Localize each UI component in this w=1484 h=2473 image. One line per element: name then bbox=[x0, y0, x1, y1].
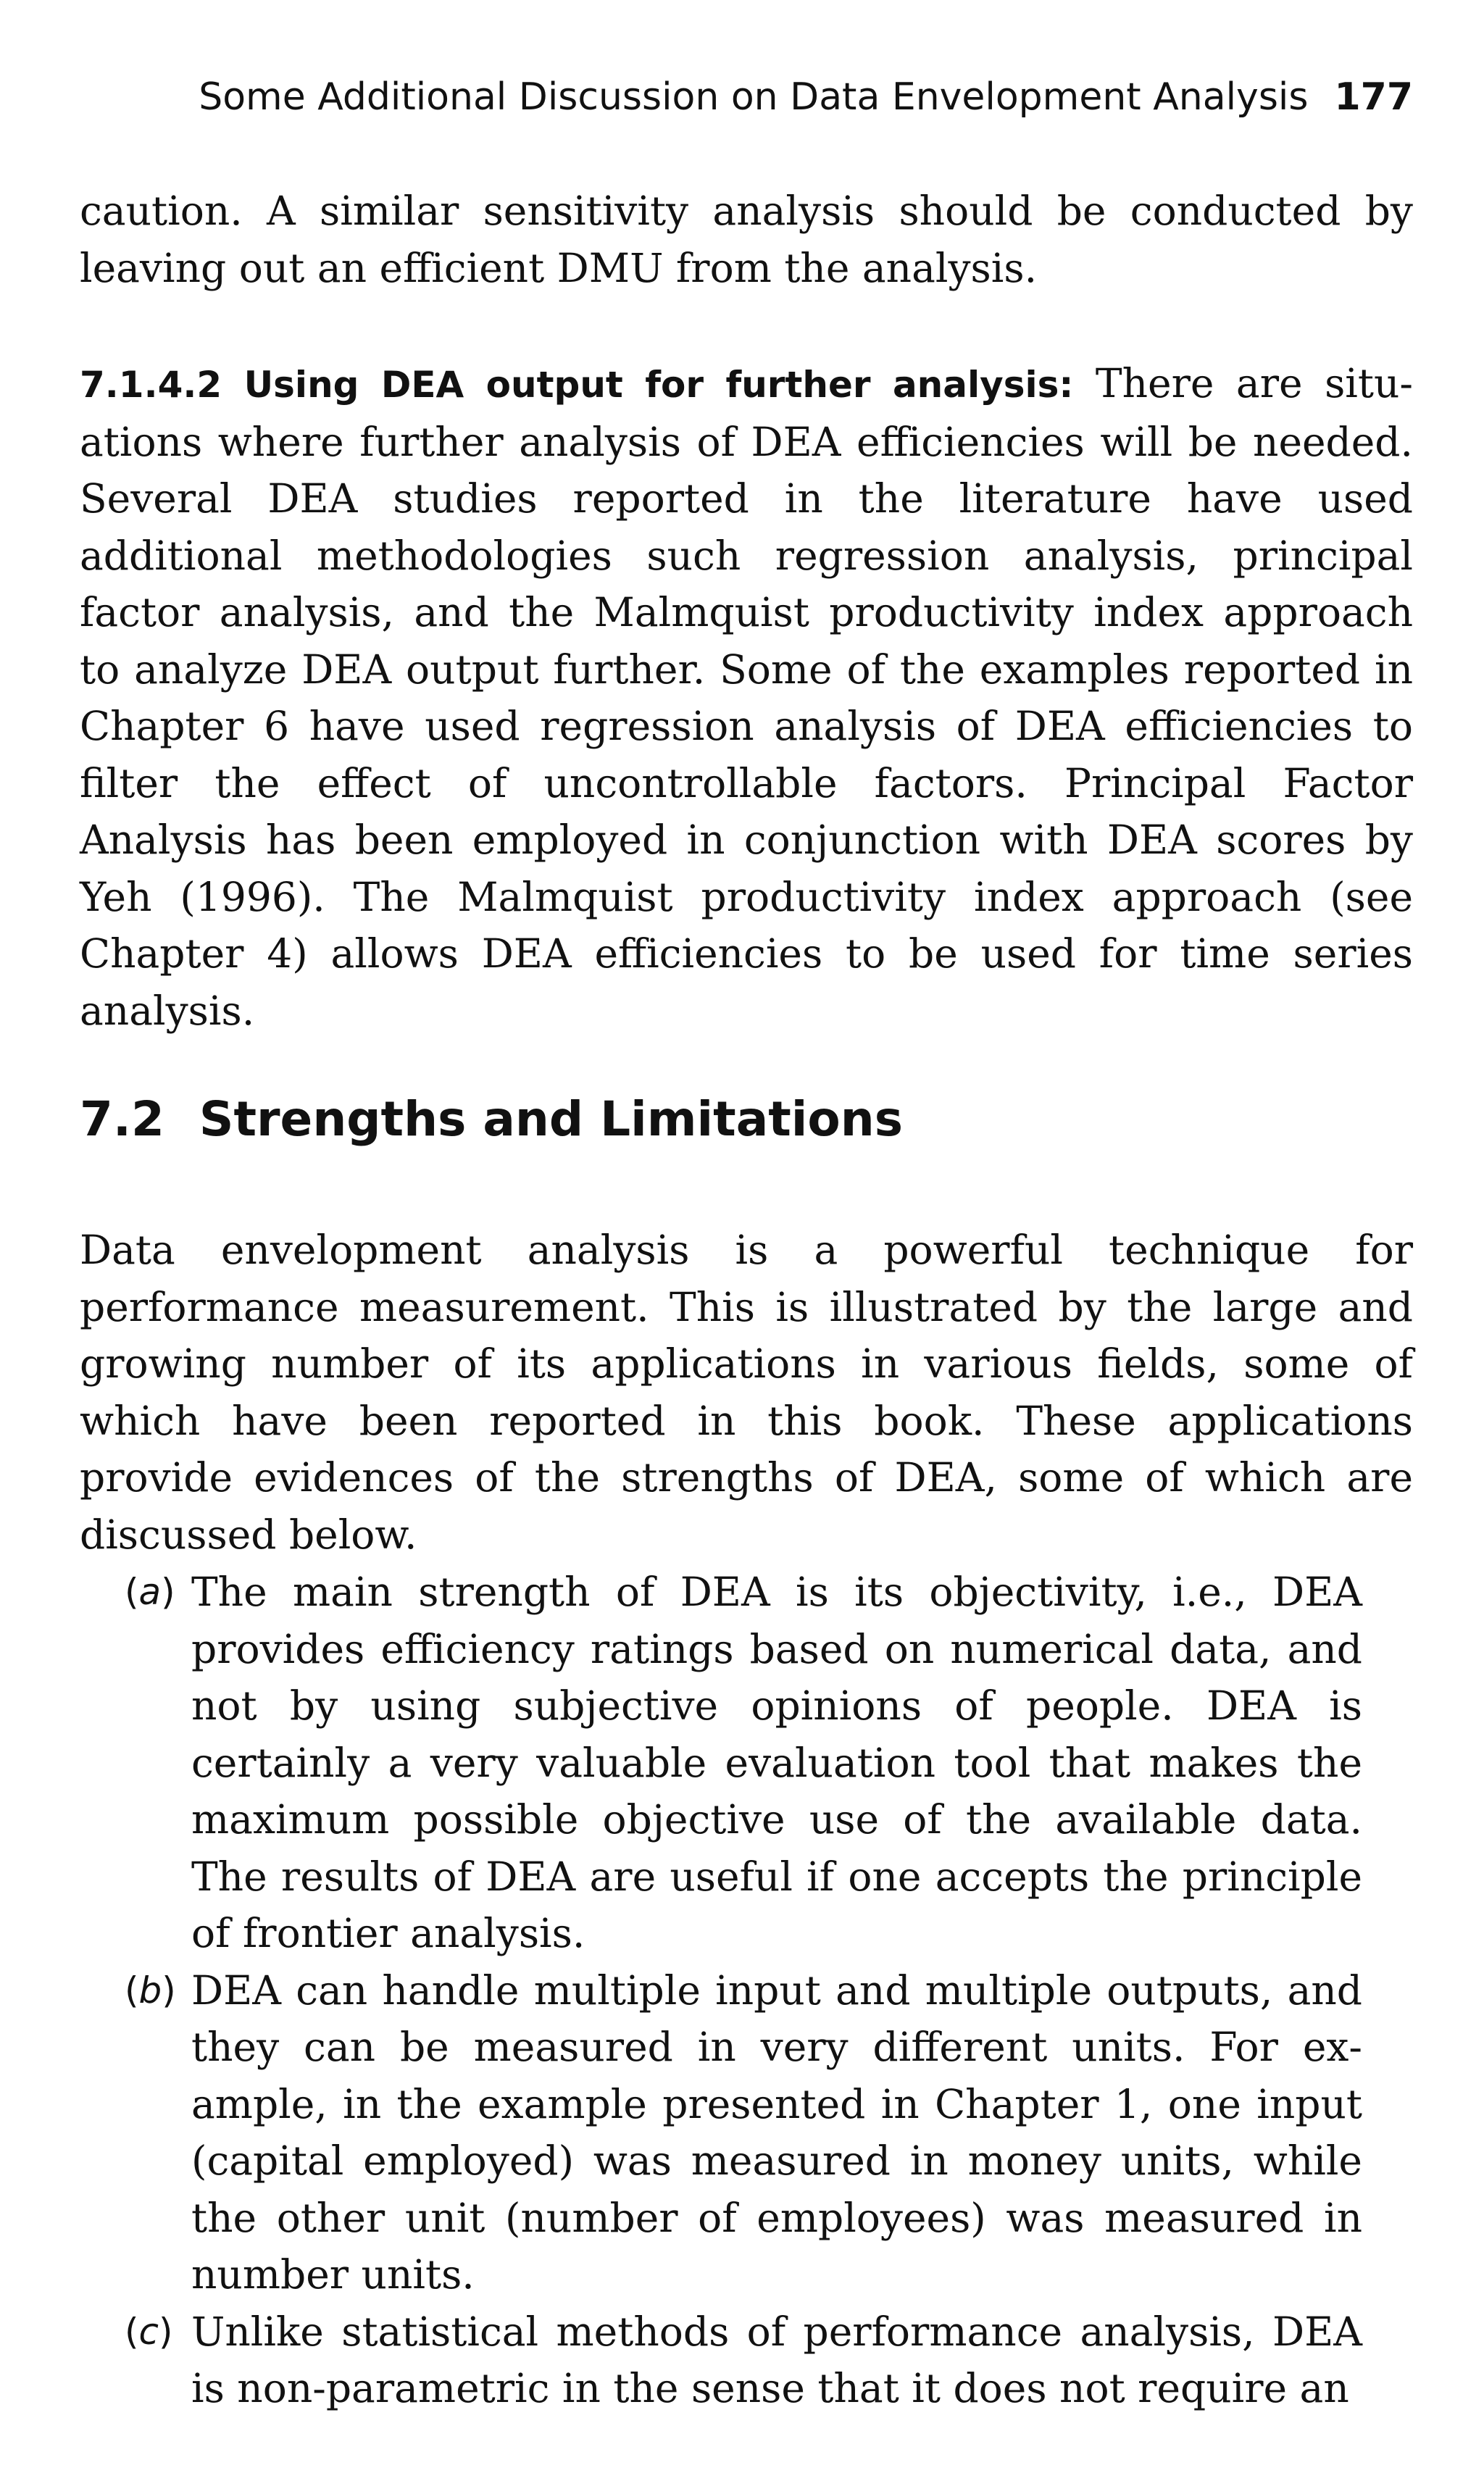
subsection-heading: 7.1.4.2 Using DEA output for further analysis: bbox=[80, 364, 1074, 406]
section-number: 7.2 bbox=[80, 1091, 164, 1147]
section-heading bbox=[80, 1087, 1413, 1152]
list-marker: (b) bbox=[125, 1969, 176, 2011]
list-marker: (c) bbox=[125, 2310, 173, 2353]
subsection-text: There are situations where further analysis of DEA efficiencies will be needed. Several DEA studies reported in the literature have used additional methodologies such regression analysis, principal factor analysis, and the Malmquist productivity index approach to analyze DEA output further. Some of the examples reported in Chapter 6 have used regression analysis of DEA efficiencies to filter the effect of uncontrollable factors. Principal Factor Analysis has been employed in conjunction with DEA scores by Yeh (1996). The Malmquist productivity index approach (see Chapter 4) allows DEA efficiencies to be used for time series analysis. bbox=[80, 360, 1414, 1034]
running-head-title: Some Additional Discussion on Data Envelopment Analysis bbox=[199, 75, 1309, 119]
book-page bbox=[80, 0, 1413, 2473]
running-head bbox=[138, 75, 1413, 126]
list-item bbox=[80, 1962, 1362, 2303]
subsection-paragraph bbox=[80, 355, 1413, 1039]
list-item-text: DEA can handle multiple input and multiple outputs, and they can be measured in very different units. For example, in the example presented in Chapter 1, one input (capital employed) was measured in money units, while the other unit (number of employees) was measured in number units. bbox=[191, 1967, 1362, 2298]
list-item bbox=[80, 1564, 1362, 1962]
list-item bbox=[80, 2303, 1362, 2417]
list-item-text: Unlike statistical methods of performance analysis, DEA is non-parametric in the sense that it does not require an bbox=[191, 2308, 1362, 2411]
page-number: 177 bbox=[1334, 75, 1413, 119]
section-title: Strengths and Limitations bbox=[199, 1091, 904, 1147]
list-marker: (a) bbox=[125, 1571, 175, 1613]
continuation-paragraph: caution. A similar sensitivity analysis should be conducted by leaving out an efficient DMU from the analysis. bbox=[80, 188, 1413, 291]
intro-paragraph: Data envelopment analysis is a powerful technique for performance measurement. This is illustrated by the large and growing number of its applications in various fields, some of which have been reported in this book. These applications provide evidences of the strengths of DEA, some of which are discussed below. bbox=[80, 1227, 1413, 1558]
list-item-text: The main strength of DEA is its objectivity, i.e., DEA provides efficiency ratings based on numerical data, and not by using subjective opinions of people. DEA is certainly a very valuable evaluation tool that makes the maximum possible objective use of the available data. The results of DEA are useful if one accepts the principle of frontier analysis. bbox=[191, 1569, 1362, 1956]
strengths-list bbox=[80, 1564, 1362, 2417]
